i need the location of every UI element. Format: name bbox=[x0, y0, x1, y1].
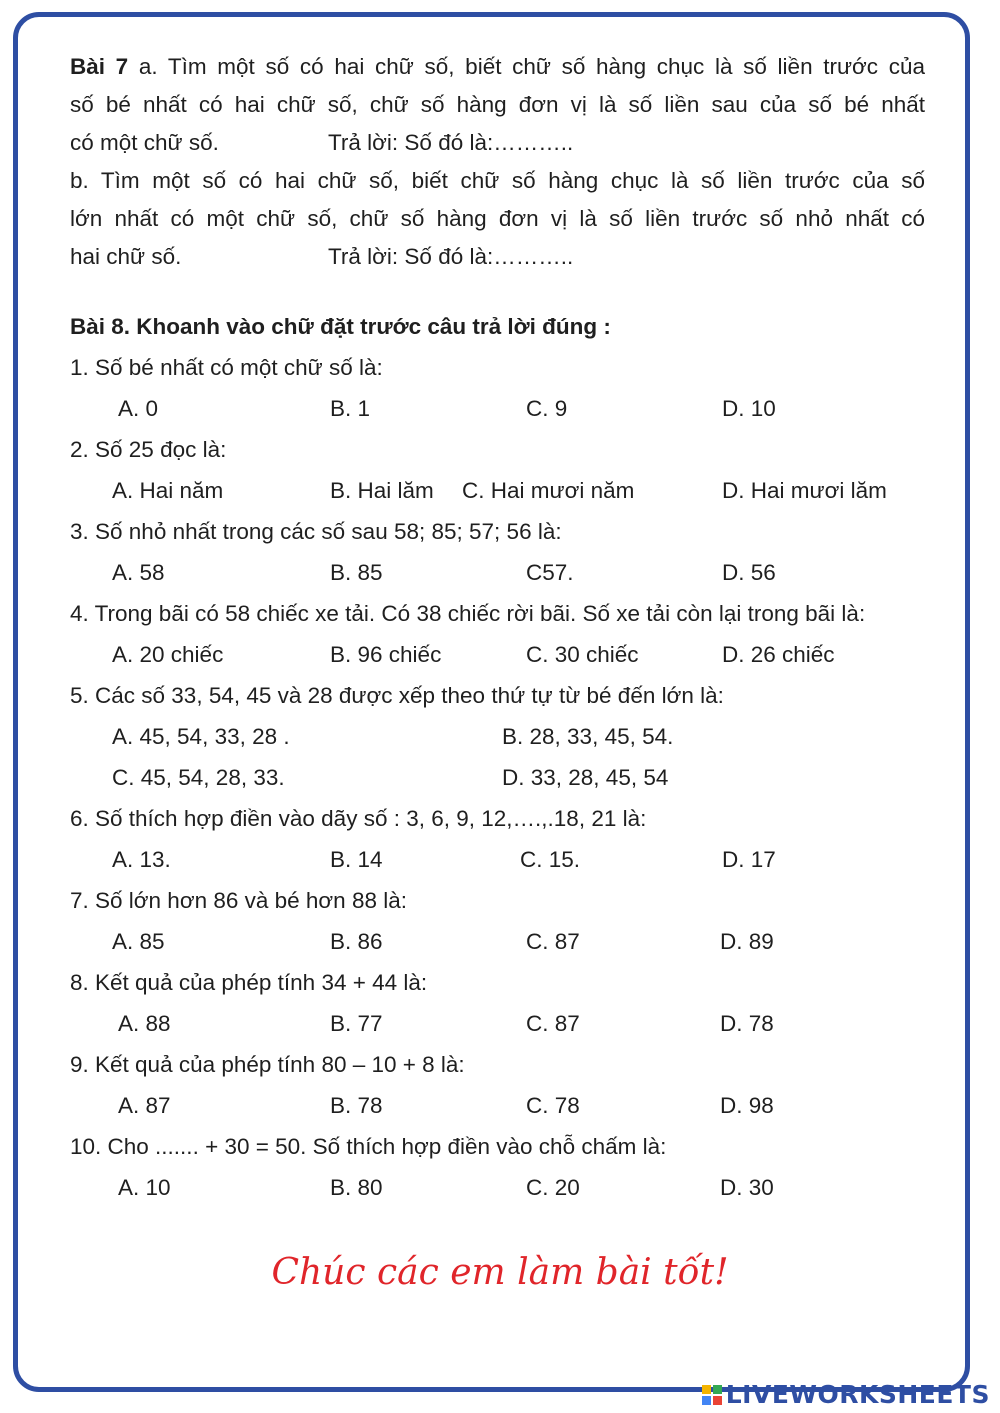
q9-option-a[interactable]: A. 87 bbox=[118, 1093, 171, 1118]
q8-option-d[interactable]: D. 78 bbox=[720, 1011, 774, 1036]
q7-option-a[interactable]: A. 85 bbox=[112, 929, 165, 954]
question-6: 6. Số thích hợp điền vào dãy số : 3, 6, 9, 12,….,.18, 21 là: bbox=[70, 806, 647, 831]
answers-6 bbox=[70, 839, 950, 880]
q2-option-d[interactable]: D. Hai mươi lăm bbox=[722, 478, 887, 503]
bai7-a-line-3-text: có một chữ số. bbox=[70, 130, 219, 155]
q6-option-c[interactable]: C. 15. bbox=[520, 847, 581, 872]
bai8-title: Bài 8. Khoanh vào chữ đặt trước câu trả lời đúng : bbox=[70, 314, 611, 339]
bai7-a-line-3 bbox=[70, 124, 950, 162]
question-2: 2. Số 25 đọc là: bbox=[70, 437, 227, 462]
answers-4 bbox=[70, 634, 950, 675]
q2-option-a[interactable]: A. Hai năm bbox=[112, 478, 224, 503]
q2-option-b[interactable]: B. Hai lăm bbox=[330, 478, 434, 503]
question-4: 4. Trong bãi có 58 chiếc xe tải. Có 38 chiếc rời bãi. Số xe tải còn lại trong bãi là: bbox=[70, 601, 866, 626]
q2-option-c[interactable]: C. Hai mươi năm bbox=[462, 478, 635, 503]
q10-option-a[interactable]: A. 10 bbox=[118, 1175, 171, 1200]
q10-option-c[interactable]: C. 20 bbox=[526, 1175, 580, 1200]
answers-7 bbox=[70, 921, 950, 962]
question-1: 1. Số bé nhất có một chữ số là: bbox=[70, 355, 383, 380]
q1-option-c[interactable]: C. 9 bbox=[526, 396, 568, 421]
q6-option-b[interactable]: B. 14 bbox=[330, 847, 383, 872]
q8-option-a[interactable]: A. 88 bbox=[118, 1011, 171, 1036]
q9-option-b[interactable]: B. 78 bbox=[330, 1093, 383, 1118]
question-10: 10. Cho ....... + 30 = 50. Số thích hợp điền vào chỗ chấm là: bbox=[70, 1134, 667, 1159]
question-8: 8. Kết quả của phép tính 34 + 44 là: bbox=[70, 970, 428, 995]
q9-option-c[interactable]: C. 78 bbox=[526, 1093, 580, 1118]
answers-8 bbox=[70, 1003, 950, 1044]
q9-option-d[interactable]: D. 98 bbox=[720, 1093, 774, 1118]
answers-1 bbox=[70, 388, 950, 429]
q3-option-b[interactable]: B. 85 bbox=[330, 560, 383, 585]
bai7-a-line-2: số bé nhất có hai chữ số, chữ số hàng đơn vị là số liền sau của số bé nhất bbox=[70, 92, 925, 117]
q1-option-a[interactable]: A. 0 bbox=[118, 396, 159, 421]
q4-option-c[interactable]: C. 30 chiếc bbox=[526, 642, 639, 667]
question-7: 7. Số lớn hơn 86 và bé hơn 88 là: bbox=[70, 888, 407, 913]
brand-watermark bbox=[702, 1380, 990, 1409]
q5-option-a[interactable]: A. 45, 54, 33, 28 . bbox=[112, 724, 290, 749]
closing-greeting: Chúc các em làm bài tốt! bbox=[271, 1252, 729, 1293]
q6-option-d[interactable]: D. 17 bbox=[722, 847, 776, 872]
answers-5-row-1 bbox=[70, 716, 950, 757]
question-5: 5. Các số 33, 54, 45 và 28 được xếp theo thứ tự từ bé đến lớn là: bbox=[70, 683, 724, 708]
answers-9 bbox=[70, 1085, 950, 1126]
q8-option-c[interactable]: C. 87 bbox=[526, 1011, 580, 1036]
q3-option-a[interactable]: A. 58 bbox=[112, 560, 165, 585]
q10-option-d[interactable]: D. 30 bbox=[720, 1175, 774, 1200]
q3-option-d[interactable]: D. 56 bbox=[722, 560, 776, 585]
q4-option-a[interactable]: A. 20 chiếc bbox=[112, 642, 224, 667]
q5-option-c[interactable]: C. 45, 54, 28, 33. bbox=[112, 765, 285, 790]
worksheet-content bbox=[70, 48, 950, 1208]
bai7-b-line-2: lớn nhất có một chữ số, chữ số hàng đơn vị là số liền trước số nhỏ nhất có bbox=[70, 206, 925, 231]
question-3: 3. Số nhỏ nhất trong các số sau 58; 85; 57; 56 là: bbox=[70, 519, 562, 544]
q3-option-c[interactable]: C57. bbox=[526, 560, 574, 585]
q7-option-c[interactable]: C. 87 bbox=[526, 929, 580, 954]
q4-option-d[interactable]: D. 26 chiếc bbox=[722, 642, 835, 667]
bai7-label: Bài 7 bbox=[70, 54, 129, 79]
q8-option-b[interactable]: B. 77 bbox=[330, 1011, 383, 1036]
liveworksheets-logo-icon bbox=[702, 1385, 722, 1405]
bai7-a-line-1: a. Tìm một số có hai chữ số, biết chữ số hàng chục là số liền trước của bbox=[138, 54, 925, 79]
q1-option-b[interactable]: B. 1 bbox=[330, 396, 371, 421]
bai7-b-line-3-text: hai chữ số. bbox=[70, 244, 182, 269]
q6-option-a[interactable]: A. 13. bbox=[112, 847, 171, 872]
brand-name: LIVEWORKSHEETS bbox=[725, 1380, 990, 1409]
answers-2 bbox=[70, 470, 950, 511]
q4-option-b[interactable]: B. 96 chiếc bbox=[330, 642, 442, 667]
q5-option-d[interactable]: D. 33, 28, 45, 54 bbox=[502, 765, 669, 790]
answers-3 bbox=[70, 552, 950, 593]
answers-10 bbox=[70, 1167, 950, 1208]
bai7-b-answer[interactable]: Trả lời: Số đó là:……….. bbox=[328, 244, 574, 269]
q1-option-d[interactable]: D. 10 bbox=[722, 396, 776, 421]
bai7-b-line-3 bbox=[70, 238, 950, 276]
q7-option-b[interactable]: B. 86 bbox=[330, 929, 383, 954]
bai7-line-1 bbox=[70, 48, 925, 86]
answers-5-row-2 bbox=[70, 757, 950, 798]
bai7-a-answer[interactable]: Trả lời: Số đó là:……….. bbox=[328, 130, 574, 155]
bai7-b-line-1: b. Tìm một số có hai chữ số, biết chữ số hàng chục là số liền trước của số bbox=[70, 168, 925, 193]
q7-option-d[interactable]: D. 89 bbox=[720, 929, 774, 954]
q10-option-b[interactable]: B. 80 bbox=[330, 1175, 383, 1200]
question-9: 9. Kết quả của phép tính 80 – 10 + 8 là: bbox=[70, 1052, 465, 1077]
q5-option-b[interactable]: B. 28, 33, 45, 54. bbox=[502, 724, 674, 749]
